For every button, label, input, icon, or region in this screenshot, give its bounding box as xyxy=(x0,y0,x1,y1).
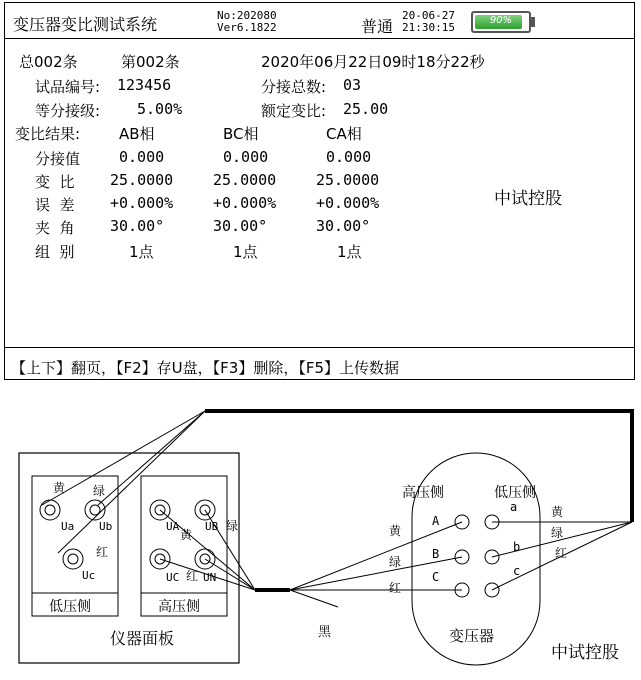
hv-term-B: B xyxy=(432,547,440,561)
result-cell: +0.000% xyxy=(316,194,380,212)
wire-color-yellow: 黄 xyxy=(53,481,66,495)
column-header: BC相 xyxy=(223,125,259,143)
lv-red: 红 xyxy=(555,546,568,560)
lv-green: 绿 xyxy=(551,526,564,540)
result-cell: +0.000% xyxy=(213,194,277,212)
wire-color-black: 黑 xyxy=(318,625,332,640)
row-label: 组 别 xyxy=(35,243,75,261)
sample-no-value: 123456 xyxy=(117,76,172,94)
lv-term-a: a xyxy=(510,500,518,514)
result-cell: 30.00° xyxy=(110,217,165,235)
time-label: 21:30:15 xyxy=(402,21,455,34)
results-title: 变比结果: xyxy=(15,125,81,143)
high-side-label: 高压侧 xyxy=(158,599,200,615)
lv-term-b: b xyxy=(513,540,521,554)
tap-total-value: 03 xyxy=(343,76,362,94)
result-cell: 30.00° xyxy=(316,217,371,235)
diagram-watermark: 中试控股 xyxy=(551,643,619,663)
wire-color-yellow-hv: 黄 xyxy=(180,528,193,542)
battery-percent: 90% xyxy=(489,15,513,26)
label-UN: UN xyxy=(203,571,217,584)
terminal-ua xyxy=(40,500,60,520)
transformer-label: 变压器 xyxy=(449,627,495,645)
lead-ua xyxy=(42,411,205,505)
screen-watermark: 中试控股 xyxy=(494,189,562,209)
row-label: 夹 角 xyxy=(35,219,75,237)
low-side-label: 低压侧 xyxy=(49,599,91,615)
panel-label: 仪器面板 xyxy=(110,629,175,648)
high-side-box xyxy=(141,476,227,616)
lv-term-c: c xyxy=(513,564,521,578)
result-cell: 1点 xyxy=(233,243,258,261)
row-label: 分接值 xyxy=(35,150,81,168)
result-cell: 25.0000 xyxy=(110,171,174,189)
app-title: 变压器变比测试系统 xyxy=(13,15,158,34)
version-label: Ver6.1822 xyxy=(217,21,277,34)
mode-label: 普通 xyxy=(361,17,394,36)
label-uc: Uc xyxy=(82,569,96,582)
step-label: 等分接级: xyxy=(35,102,101,120)
tap-total-label: 分接总数: xyxy=(261,78,327,96)
hv-green: 绿 xyxy=(389,555,402,569)
hv-term-C: C xyxy=(432,570,440,584)
rated-value: 25.00 xyxy=(343,100,389,118)
sample-no-label: 试品编号: xyxy=(35,78,101,96)
label-UC: UC xyxy=(166,571,180,584)
result-cell: 25.0000 xyxy=(213,171,277,189)
record-total: 总002条 xyxy=(19,53,78,71)
column-header: AB相 xyxy=(119,125,155,143)
label-ub: Ub xyxy=(99,520,113,533)
date-label: 20-06-27 xyxy=(402,9,455,22)
hv-term-A: A xyxy=(432,514,440,528)
result-cell: 0.000 xyxy=(326,148,372,166)
step-value: 5.00% xyxy=(137,100,183,118)
result-cell: 30.00° xyxy=(213,217,268,235)
cable-low-side xyxy=(205,411,632,522)
label-ua: Ua xyxy=(61,520,75,533)
lead-ub xyxy=(98,411,205,505)
row-label: 误 差 xyxy=(35,196,75,214)
serial-number: No:202080 xyxy=(217,9,277,22)
result-cell: 1点 xyxy=(337,243,362,261)
column-header: CA相 xyxy=(326,125,362,143)
result-cell: 0.000 xyxy=(223,148,269,166)
wire-color-green: 绿 xyxy=(93,484,106,498)
result-cell: +0.000% xyxy=(110,194,174,212)
hv-yellow: 黄 xyxy=(389,524,402,538)
lead-black xyxy=(290,590,338,607)
wire-color-green-hv: 绿 xyxy=(226,519,239,533)
transformer-low-label: 低压侧 xyxy=(494,485,536,501)
rated-label: 额定变比: xyxy=(261,102,327,120)
result-cell: 0.000 xyxy=(119,148,165,166)
wire-color-red: 红 xyxy=(96,545,109,559)
wire-color-red-hv: 红 xyxy=(186,569,199,583)
lv-yellow: 黄 xyxy=(551,505,564,519)
result-cell: 1点 xyxy=(129,243,154,261)
footer-hint: 【上下】翻页，【F2】存U盘，【F3】删除，【F5】上传数据 xyxy=(11,359,399,377)
hv-red: 红 xyxy=(389,581,402,595)
label-UA: UA xyxy=(166,520,180,533)
result-cell: 25.0000 xyxy=(316,171,380,189)
row-label: 变 比 xyxy=(35,173,75,191)
transformer-high-label: 高压侧 xyxy=(402,485,444,501)
label-UB: UB xyxy=(205,520,219,533)
record-datetime: 2020年06月22日09时18分22秒 xyxy=(261,53,485,71)
terminal-uc xyxy=(63,549,83,569)
record-current: 第002条 xyxy=(121,53,180,71)
